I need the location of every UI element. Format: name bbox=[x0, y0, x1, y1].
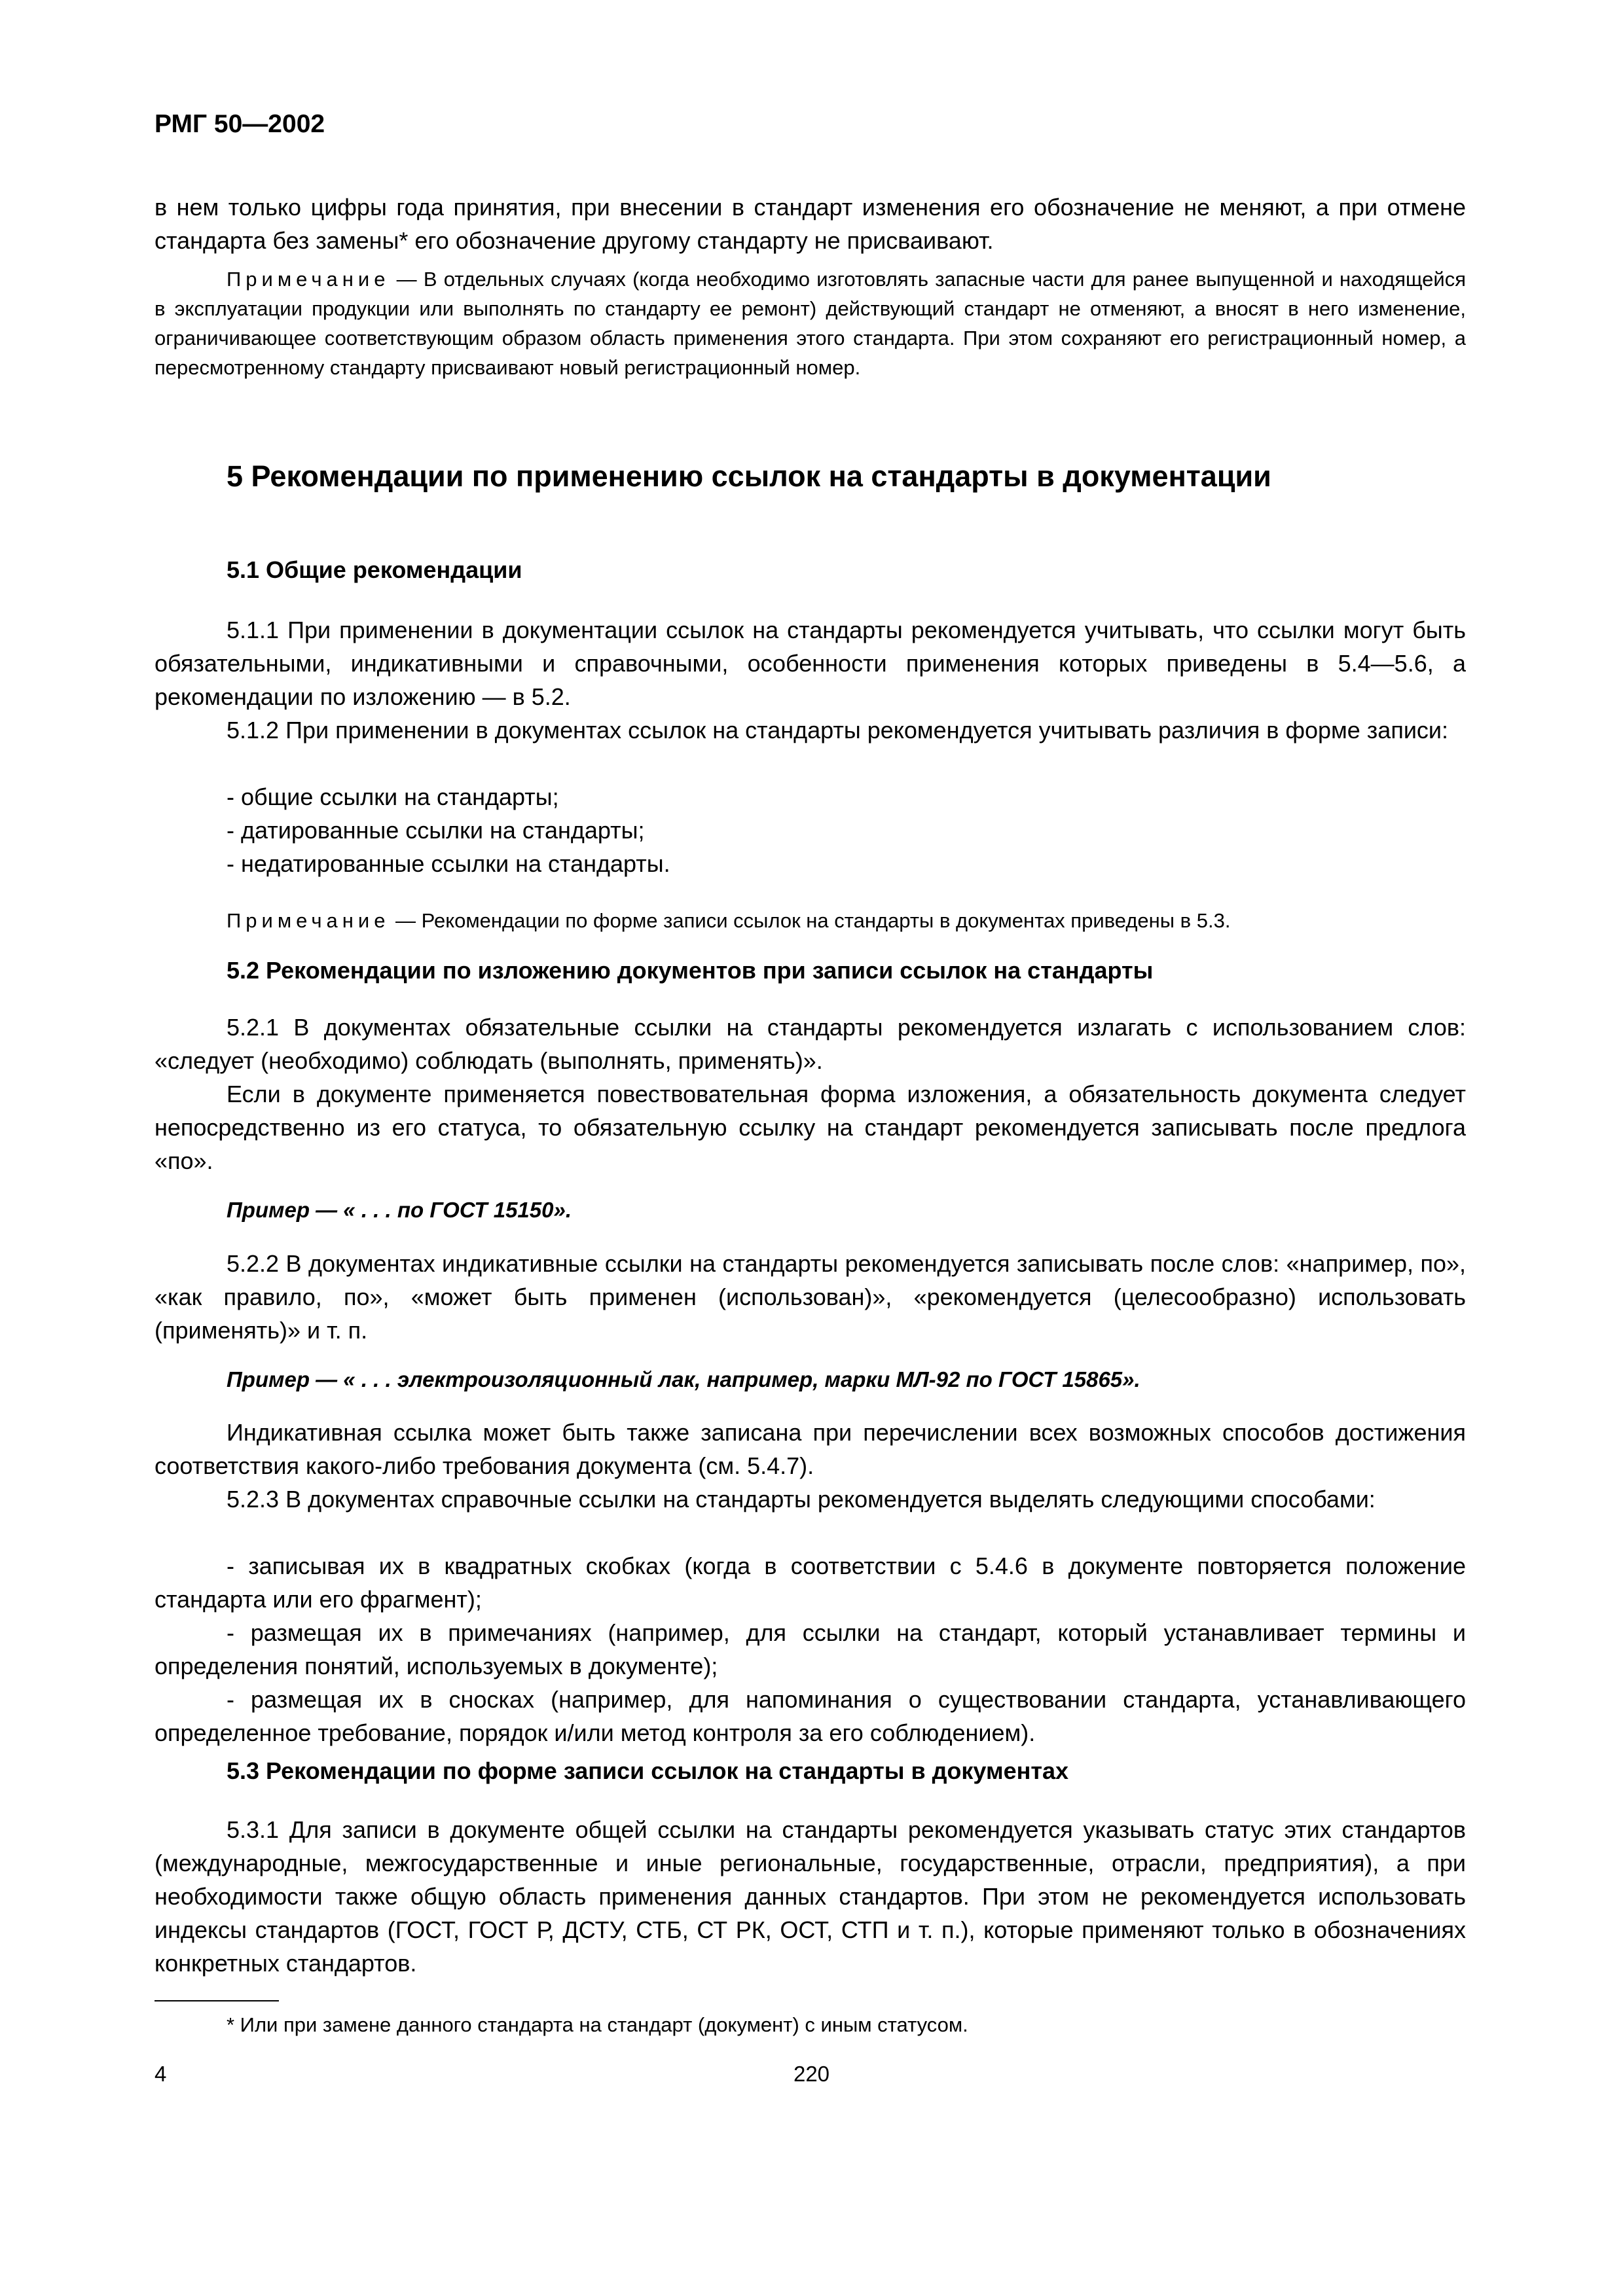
section-5-1-heading: 5.1 Общие рекомендации bbox=[227, 556, 522, 583]
document-code: РМГ 50—2002 bbox=[155, 110, 325, 138]
note-2-text: — Рекомендации по форме записи ссылок на стандарты в документах приведены в 5.3. bbox=[390, 909, 1231, 932]
example-1: Пример — « . . . по ГОСТ 15150». bbox=[227, 1198, 572, 1222]
note-2-label: Примечание bbox=[227, 909, 390, 932]
note-1 bbox=[155, 264, 1466, 382]
paragraph-5-2-3-a: - записывая их в квадратных скобках (когда в соответствии с 5.4.6 в документе повторяется положение стандарта или его фрагмент); bbox=[155, 1552, 1466, 1613]
page-number: 4 bbox=[155, 2062, 167, 2086]
list-item: - общие ссылки на стандарты; bbox=[227, 783, 559, 810]
paragraph-5-2-1-b: Если в документе применяется повествовательная форма изложения, а обязательность документа следует непосредственно из его статуса, то обязательную ссылку на стандарт рекомендуется записывать после предлога «по». bbox=[155, 1081, 1466, 1174]
paragraph-5-1-1: 5.1.1 При применении в документации ссылок на стандарты рекомендуется учитывать, что ссылки могут быть обязательными, индикативными и справочными, особенности применения которых приведены в 5.4—5.6, а рекомендации по изложению — в 5.2. bbox=[155, 617, 1466, 710]
list-5-1-2 bbox=[155, 780, 1466, 880]
intro-paragraph: в нем только цифры года принятия, при внесении в стандарт изменения его обозначение не меняют, а при отмене стандарта без замены* его обозначение другому стандарту не присваивают. bbox=[155, 194, 1466, 254]
note-1-label: Примечание bbox=[227, 268, 390, 291]
paragraph-5-3-1: 5.3.1 Для записи в документе общей ссылки на стандарты рекомендуется указывать статус этих стандартов (международные, межгосударственные и иные региональные, государственные, отрасли, предприятия), а при необходимости также общую область применения данных стандартов. При этом не рекомендуется использовать индексы стандартов (ГОСТ, ГОСТ Р, ДСТУ, СТБ, СТ РК, ОСТ, СТП и т. п.), которые применяют только в обозначениях конкретных стандартов. bbox=[155, 1816, 1466, 1977]
section-5-3-heading: 5.3 Рекомендации по форме записи ссылок на стандарты в документах bbox=[227, 1757, 1069, 1784]
paragraph-5-2-2-b: Индикативная ссылка может быть также записана при перечислении всех возможных способов достижения соответствия какого-либо требования документа (см. 5.4.7). bbox=[155, 1419, 1466, 1479]
note-2 bbox=[155, 906, 1466, 935]
paragraph-5-2-2: 5.2.2 В документах индикативные ссылки на стандарты рекомендуется записывать после слов: «например, по», «как правило, по», «может быть применен (использован)», «рекомендуется (целесообразно) использовать (применять)» и т. п. bbox=[155, 1250, 1466, 1344]
paragraph-5-2-1: 5.2.1 В документах обязательные ссылки на стандарты рекомендуется излагать с использованием слов: «следует (необходимо) соблюдать (выполнять, применять)». bbox=[155, 1014, 1466, 1074]
example-2: Пример — « . . . электроизоляционный лак, например, марки МЛ-92 по ГОСТ 15865». bbox=[227, 1367, 1140, 1391]
paragraph-5-2-3: 5.2.3 В документах справочные ссылки на стандарты рекомендуется выделять следующими способами: bbox=[227, 1486, 1376, 1513]
section-5-2-heading: 5.2 Рекомендации по изложению документов при записи ссылок на стандарты bbox=[227, 957, 1154, 984]
list-item: - датированные ссылки на стандарты; bbox=[227, 817, 645, 844]
footnote-rule bbox=[155, 2000, 279, 2001]
footnote: * Или при замене данного стандарта на стандарт (документ) с иным статусом. bbox=[227, 2013, 968, 2036]
section-5-heading: 5 Рекомендации по применению ссылок на стандарты в документации bbox=[227, 459, 1271, 493]
paragraph-5-1-2: 5.1.2 При применении в документах ссылок на стандарты рекомендуется учитывать различия в форме записи: bbox=[227, 717, 1449, 744]
list-item: - недатированные ссылки на стандарты. bbox=[227, 850, 670, 877]
note-1-text: — В отдельных случаях (когда необходимо изготовлять запасные части для ранее выпущенной и находящейся в эксплуатации продукции или выполнять по стандарту ее ремонт) действующий стандарт не отменяют, а вносят в него изменение, ограничивающее соответствующим образом область применения этого стандарта. При этом сохраняют его регистрационный номер, а пересмотренному стандарту присваивают новый регистрационный номер. bbox=[155, 268, 1466, 379]
paragraph-5-2-3-c: - размещая их в сносках (например, для напоминания о существовании стандарта, устанавливающего определенное требование, порядок и/или метод контроля за его соблюдением). bbox=[155, 1686, 1466, 1746]
sheet-number: 220 bbox=[793, 2062, 830, 2086]
paragraph-5-2-3-b: - размещая их в примечаниях (например, для ссылки на стандарт, который устанавливает термины и определения понятий, используемых в документе); bbox=[155, 1619, 1466, 1679]
